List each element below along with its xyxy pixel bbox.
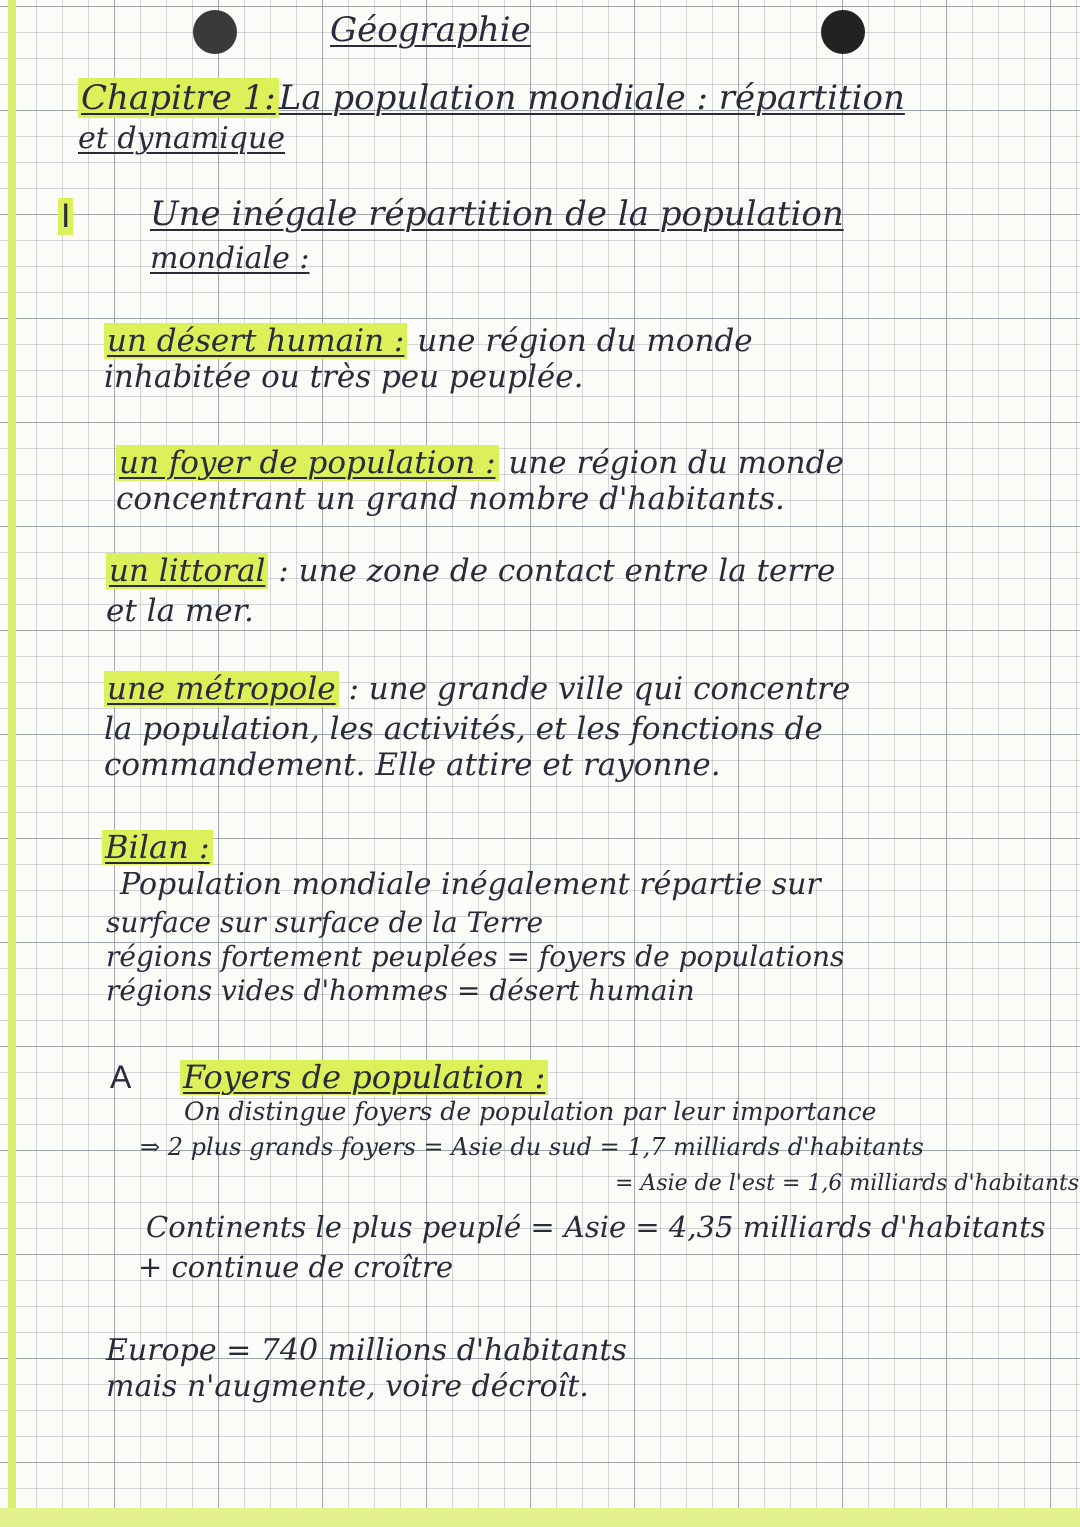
page-title: Géographie [330,10,531,50]
subsection-label: A [110,1059,132,1095]
definition-line: la population, les activités, et les fonctions de [104,711,823,747]
definition-line [104,324,753,358]
definition-text: : une zone de contact entre la terre [268,553,836,589]
definition-line: commandement. Elle attire et rayonne. [104,747,721,783]
bilan-heading: Bilan : [102,830,213,865]
definition-line: et la mer. [106,593,254,629]
subsection-title: Foyers de population : [180,1060,548,1095]
page-bottom-edge [0,1508,1080,1527]
definition-line [116,446,844,480]
europe-line: mais n'augmente, voire décroît. [106,1369,589,1404]
chapter-title: La population mondiale : répartition [278,78,905,118]
foyers-line: = Asie de l'est = 1,6 milliards d'habitants [615,1171,1080,1196]
definition-text: une région du monde [498,445,844,481]
bilan-line: Population mondiale inégalement répartie sur [120,867,821,902]
bilan-line: surface sur surface de la Terre [106,906,544,939]
chapter-title-continued: et dynamique [78,121,286,156]
definition-line [104,672,850,706]
section-title: Une inégale répartition de la population [150,194,844,234]
section-title-continued: mondiale : [150,241,310,276]
chapter-label: Chapitre 1: [78,78,279,118]
definition-line: concentrant un grand nombre d'habitants. [116,481,785,517]
definition-term: un foyer de population : [116,445,499,481]
bilan-line: régions fortement peuplées = foyers de populations [106,940,845,973]
definition-text: une région du monde [407,323,753,359]
foyers-line: ⇒ 2 plus grands foyers = Asie du sud = 1,7 milliards d'habitants [140,1133,924,1161]
punch-hole-icon [821,10,865,54]
definition-line [106,554,835,588]
chapter-heading [78,80,905,117]
definition-term: une métropole [104,671,339,707]
europe-line: Europe = 740 millions d'habitants [106,1333,627,1368]
foyers-line: On distingue foyers de population par leur importance [184,1097,877,1126]
section-numeral: I [58,198,73,235]
definition-term: un désert humain : [104,323,407,359]
bilan-line: régions vides d'hommes = désert humain [106,974,695,1007]
foyers-line: Continents le plus peuplé = Asie = 4,35 milliards d'habitants [146,1210,1046,1244]
definition-text: : une grande ville qui concentre [338,671,851,707]
definition-line: inhabitée ou très peu peuplée. [104,359,584,395]
definition-term: un littoral [106,553,268,589]
margin-line [8,0,16,1527]
foyers-line: + continue de croître [138,1250,454,1284]
punch-hole-icon [193,10,237,54]
